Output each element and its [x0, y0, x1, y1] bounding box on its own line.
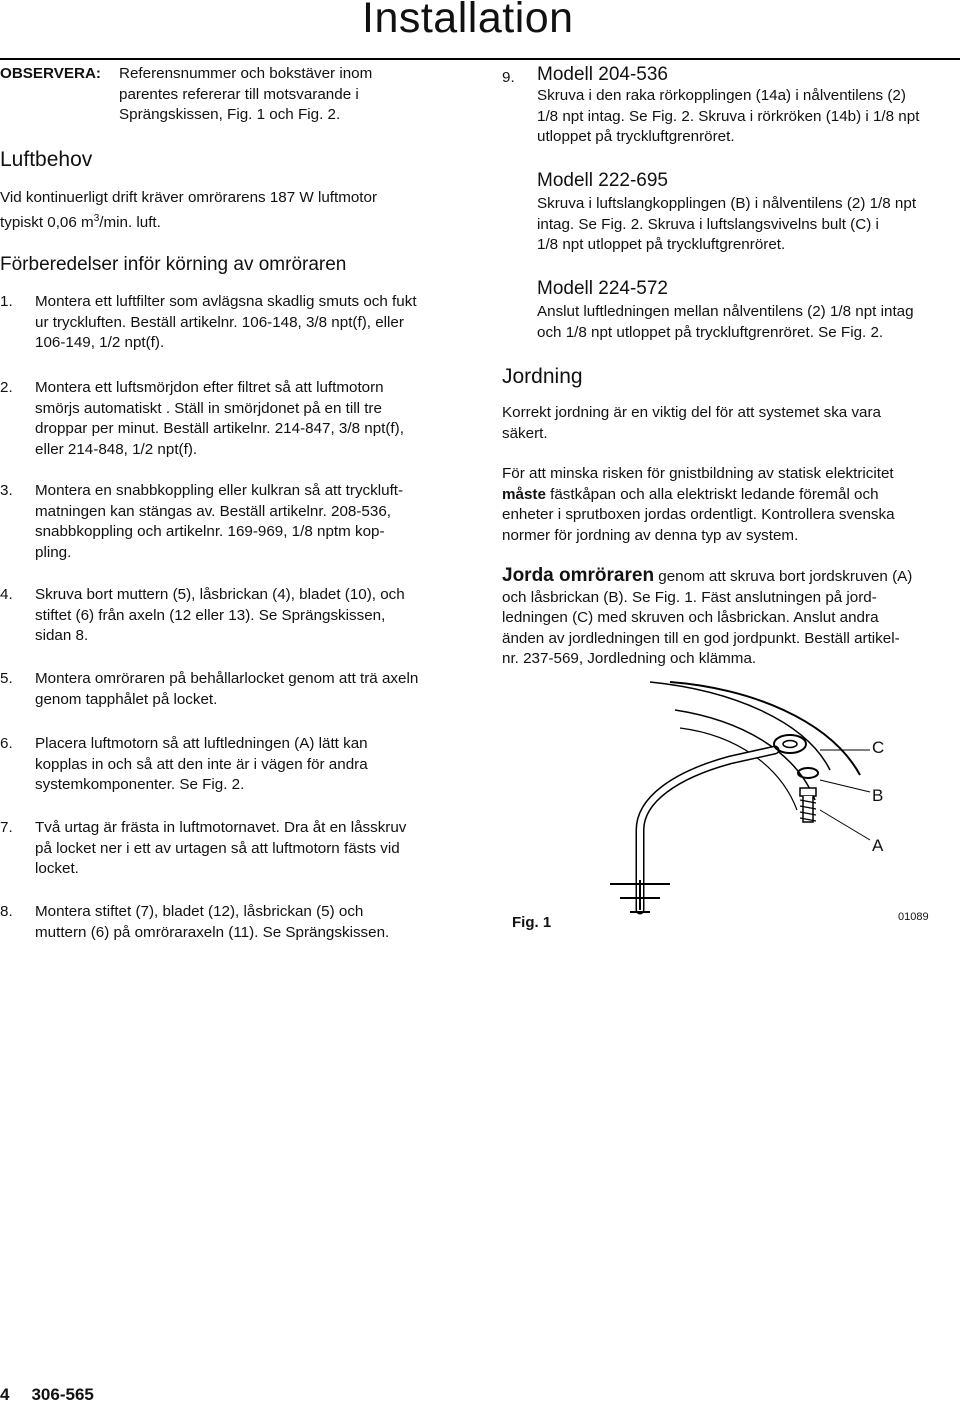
header-rule: [0, 58, 960, 60]
step-3: 3. Montera en snabbkoppling eller kulkran så att tryckluft- matningen kan stängas av. Beställ artikelnr. 208-536, snabbkoppling och artikelnr. 169-969, 1/8 nptm kop- pling.: [0, 482, 404, 561]
step-4: 4. Skruva bort muttern (5), låsbrickan (4), bladet (10), och stiftet (6) från axeln (12 eller 13). Se Sprängskissen, sidan 8.: [0, 586, 405, 644]
callout-c: C: [872, 738, 885, 757]
note-label: OBSERVERA:: [0, 65, 101, 82]
page-title: Installation: [362, 0, 574, 42]
step-5: 5. Montera omröraren på behållarlocket genom att trä axeln genom tapphålet på locket.: [0, 670, 419, 708]
page-number: 4 306-565: [0, 1385, 94, 1404]
step-1: 1. Montera ett luftfilter som avlägsna skadlig smuts och fukt ur tryckluften. Beställ artikelnr. 106-148, 3/8 npt(f), eller 106-149, 1/2 npt(f).: [0, 293, 417, 351]
grounding-p3: Jorda omröraren genom att skruva bort jordskruven (A) och låsbrickan (B). Se Fig. 1. Fäst anslutningen på jord- ledningen (C) med skruven och låsbrickan. Anslut andra änden av jordledningen till en god jordpunkt. Beställ artikel- nr. 237-569, Jordledning och klämma.: [502, 565, 913, 667]
grounding-heading: Jordning: [502, 365, 583, 388]
step-2: 2. Montera ett luftsmörjdon efter filtret så att luftmotorn smörjs automatiskt . Ställ in smörjdonet på en till tre droppar per minut. Beställ artikelnr. 214-847, 3/8 npt(f), eller 214-848, 1/2 npt(f).: [0, 379, 404, 458]
step-9-num: 9.: [502, 69, 515, 86]
step-8: 8. Montera stiftet (7), bladet (12), låsbrickan (5) och muttern (6) på omröraraxeln (11). Se Sprängskissen.: [0, 903, 390, 941]
figure-1-drawing: [500, 680, 960, 940]
model-222-695: Modell 222-695 Skruva i luftslangkopplingen (B) i nålventilens (2) 1/8 npt intag. Se Fig. 2. Skruva i luftslangsvivelns bult (C) i 1/8 npt utloppet på tryckluftgrenröret.: [537, 170, 960, 256]
model-224-572-title: Modell 224-572: [537, 278, 668, 299]
grounding-p2: För att minska risken för gnistbildning av statisk elektricitet måste fästkåpan och alla elektriskt ledande föremål och enheter i sprutboxen jordas ordentligt. Kontrollera svenska normer för jordning av denna typ av system.: [502, 465, 895, 544]
note-text: Referensnummer och bokstäver inom parentes refererar till motsvarande i Sprängskissen, Fig. 1 och Fig. 2.: [119, 65, 373, 123]
prep-heading: Förberedelser inför körning av omröraren: [0, 254, 347, 275]
step-7: 7. Två urtag är frästa in luftmotornavet. Dra åt en låsskruv på locket ner i ett av urtagen så att luftmotorn fästs vid locket.: [0, 819, 407, 877]
callout-b: B: [872, 786, 884, 805]
model-222-695-title: Modell 222-695: [537, 170, 668, 191]
model-204-536-title: Modell 204-536: [537, 64, 668, 85]
air-heading: Luftbehov: [0, 148, 93, 171]
air-text: Vid kontinuerligt drift kräver omrörarens 187 W luftmotor typiskt 0,06 $m^3/\min$. luft.: [0, 189, 378, 231]
figure-label: Fig. 1: [512, 914, 552, 931]
step-9: Modell 204-536 Skruva i den raka rörkopplingen (14a) i nålventilens (2) 1/8 npt intag. Se Fig. 2. Skruva i rörkröken (14b) i 1/8 npt utloppet på tryckluftgrenröret.: [537, 64, 960, 148]
model-224-572: Modell 224-572 Anslut luftledningen mellan nålventilens (2) 1/8 npt intag och 1/8 npt utloppet på tryckluftgrenröret. Se Fig. 2.: [537, 278, 960, 343]
figure-number: 01089: [898, 911, 929, 923]
step-6: 6. Placera luftmotorn så att luftledningen (A) lätt kan kopplas in och så att den inte är i vägen för andra systemkomponenter. Se Fig. 2.: [0, 735, 368, 793]
grounding-p1: Korrekt jordning är en viktig del för att systemet ska vara säkert.: [502, 404, 882, 442]
callout-a: A: [872, 836, 884, 855]
